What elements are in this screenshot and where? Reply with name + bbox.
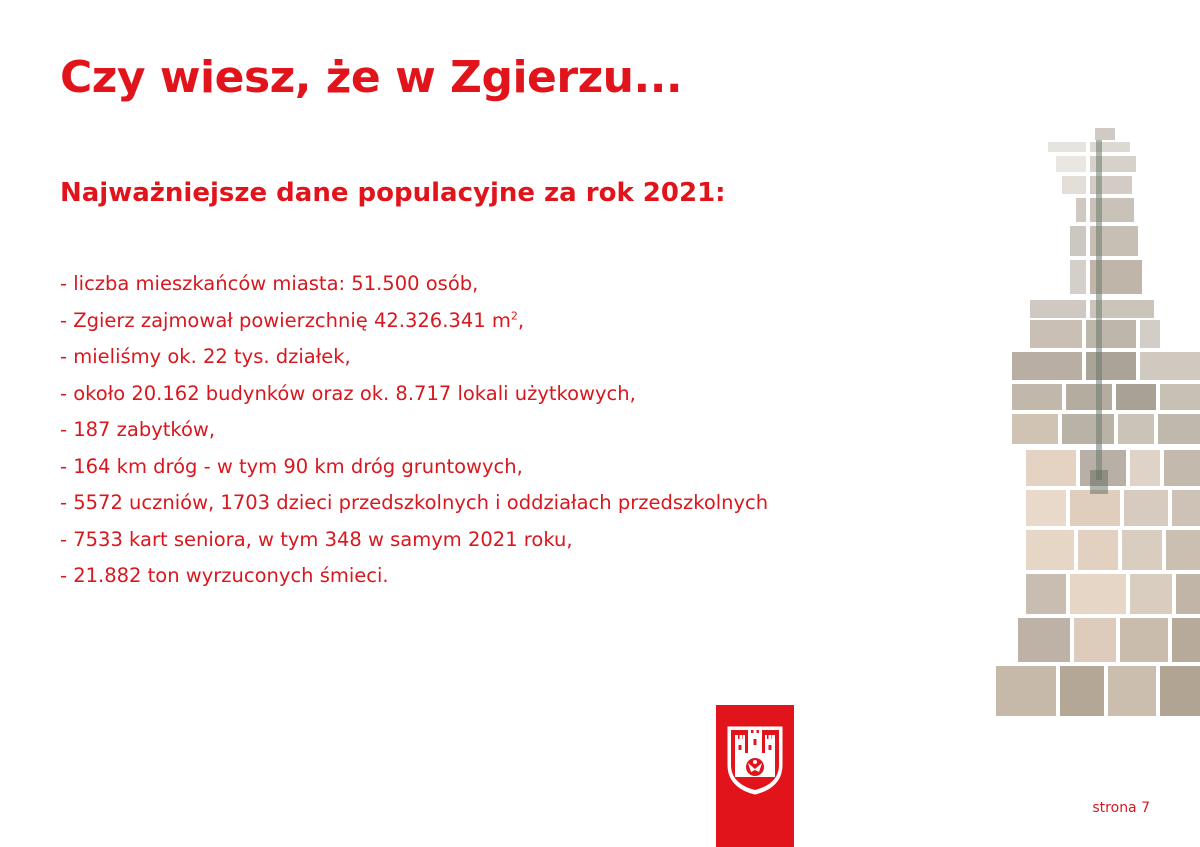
- fact-item: [60, 449, 768, 486]
- area-unit-superscript: 2: [510, 309, 518, 322]
- page-subtitle: Najważniejsze dane populacyjne za rok 2021:: [60, 178, 726, 208]
- fact-text: - Zgierz zajmował powierzchnię 42.326.341 m: [60, 308, 511, 332]
- fact-text: - 7533 kart seniora, w tym 348 w samym 2021 roku,: [60, 527, 573, 551]
- fact-text: - 5572 uczniów, 1703 dzieci przedszkolnych i oddziałach przedszkolnych: [60, 491, 769, 514]
- fact-punctuation: ,: [517, 308, 525, 332]
- fact-item: [60, 522, 768, 559]
- page-number: strona 7: [1092, 800, 1150, 816]
- fact-item: [60, 485, 768, 522]
- fact-item: [60, 376, 768, 413]
- fact-text: - 21.882 ton wyrzuconych śmieci.: [60, 564, 389, 587]
- emblem-banner: [716, 705, 794, 847]
- fact-item: [60, 339, 768, 376]
- fact-text: - około 20.162 budynków oraz ok. 8.717 lokali użytkowych,: [60, 381, 636, 405]
- page-title: Czy wiesz, że w Zgierzu...: [60, 52, 683, 103]
- fact-text: - 187 zabytków,: [60, 418, 216, 441]
- fact-text: - liczba mieszkańców miasta: 51.500 osób,: [60, 272, 479, 295]
- street-photo-mosaic: [990, 120, 1200, 720]
- fact-item: [60, 412, 768, 449]
- fact-item: [60, 266, 768, 303]
- fact-item: [60, 558, 768, 595]
- facts-list: [60, 266, 768, 595]
- fact-text: - mieliśmy ok. 22 tys. działek,: [60, 345, 351, 368]
- fact-text: - 164 km dróg - w tym 90 km dróg gruntowych,: [60, 454, 523, 478]
- zgierz-coat-of-arms-icon: [726, 725, 784, 795]
- fact-item: [60, 303, 768, 340]
